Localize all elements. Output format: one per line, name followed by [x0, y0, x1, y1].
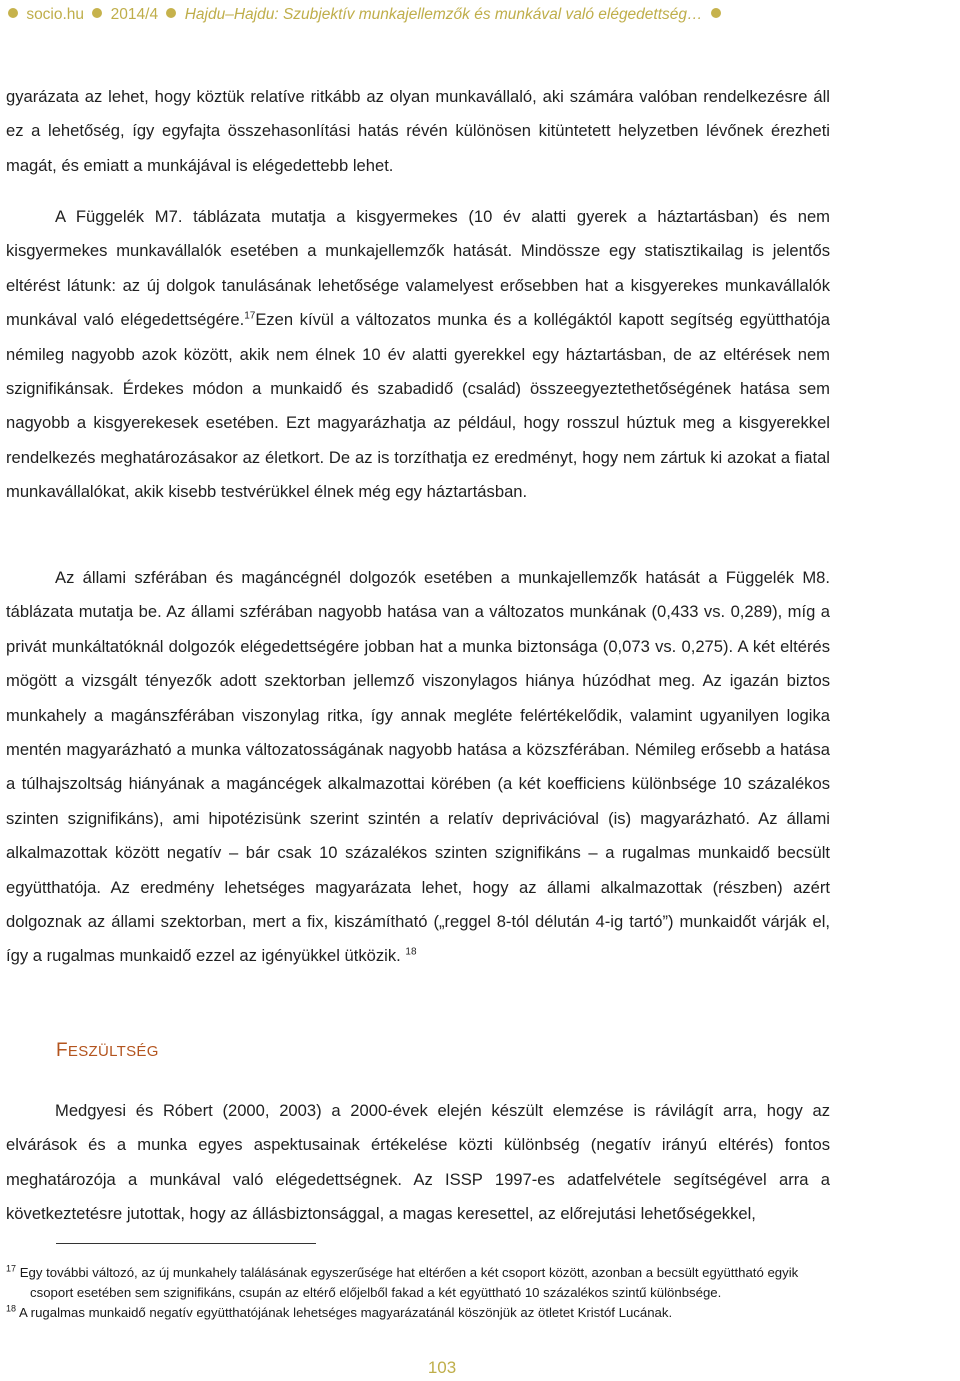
- footnote-18: [6, 1303, 826, 1323]
- footnote-ref-17[interactable]: 17: [244, 310, 256, 322]
- section-heading: [56, 1040, 159, 1062]
- paragraph-3-text: Az állami szférában és magáncégnél dolgozók esetében a munkajellemzők hatását a Függelék M8. táblázata mutatja be. Az állami szférában nagyobb hatása van a változatos munkának (0,433 vs. 0,289), míg a privát munkáltatóknál dolgozók elégedettségére jobban hat a munka biztonsága (0,073 vs. 0,275). A két eltérés mögött a vizsgált tényezők adott szektorban jellemző viszonylagos hiánya húzódhat meg. Az igazán biztos munkahely a magánszférában viszonylag ritka, így annak megléte felértékelődik, valamint ugyanilyen logika mentén magyarázható a munka változatosságának nagyobb hatása a közszférában. Némileg erősebb a hatása a túlhajszoltság hiányának a magáncégek alkalmazottai körében (a két koefficiens különbsége 10 százalékos szinten szignifikáns), ami hipotézisünk szerint szintén a relatív deprivációval (is) magyarázható. Az állami alkalmazottak között negatív – bár csak 10 százalékos szinten szignifikáns – a rugalmas munkaidő becsült együtthatója. Az eredmény lehetséges magyarázata lehet, hogy az állami alkalmazottak (részben) azért dolgoznak az állami szektorban, mert a fix, kiszámítható („reggel 8-tól délután 4-ig tartó”) munkaidőt várják el, így a rugalmas munkaidő ezzel az igényükkel ütközik.: [6, 568, 830, 966]
- header-site: socio.hu: [26, 6, 85, 23]
- footnotes: [6, 1263, 826, 1323]
- section-heading-first-letter: F: [56, 1040, 68, 1061]
- footnote-18-text: A rugalmas munkaidő negatív együtthatójának lehetséges magyarázatánál köszönjük az ötletet Kristóf Lucának.: [18, 1305, 673, 1320]
- paragraph-2-text-a: A Függelék M7. táblázata mutatja a kisgyermekes (10 év alatti gyerek a háztartásban) és nem kisgyermekes munkavállalók esetében a munkajellemzők hatását. Mindössze egy statisztikailag is jelentős eltérést látunk: az új dolgok tanulásának lehetősége valamelyest erősebben hat a kisgyerekes munkavállalók munkával való elégedettségére.: [6, 207, 830, 330]
- paragraph-1: [6, 80, 830, 183]
- paragraph-3: [6, 561, 830, 974]
- footnote-17-text: Egy további változó, az új munkahely találásának egyszerűsége hat eltérően a két csoport között, azonban a becsült együttható egyik csoport esetében sem szignifikáns, csupán az eltérő előjelből fakad a két együttható 10 százalékos szintű különbsége.: [19, 1265, 799, 1300]
- running-header: [0, 0, 960, 30]
- bullet-icon: [8, 8, 18, 18]
- footnote-ref-18[interactable]: 18: [405, 946, 417, 958]
- paragraph-2-text-b: Ezen kívül a változatos munka és a kollégáktól kapott segítség együtthatója némileg nagyobb azok között, akik nem élnek 10 év alatti gyerekkel egy háztartásban, de az eltérések nem szignifikánsak. Érdekes módon a munkaidő és szabadidő (család) összeegyeztethetőségének hatása sem nagyobb a kisgyerekesek esetében. Ezt magyarázhatja az például, hogy rosszul húztuk meg a kisgyerekkel rendelkezés meghatározásakor az életkort. De az is torzíthatja ez eredményt, hogy nem zártuk ki azokat a fiatal munkavállalókat, akik kisebb testvérükkel élnek még egy háztartásban.: [6, 310, 830, 502]
- footnote-separator: [56, 1243, 316, 1244]
- bullet-icon: [92, 8, 102, 18]
- page-number: 103: [427, 1358, 457, 1377]
- header-article-title: Hajdu–Hajdu: Szubjektív munkajellemzők és munkával való elégedettség…: [184, 6, 703, 23]
- section-heading-rest: ESZÜLTSÉG: [67, 1043, 159, 1060]
- paragraph-4-text: Medgyesi és Róbert (2000, 2003) a 2000-évek elején készült elemzése is rávilágít arra, hogy az elvárások és a munka egyes aspektusainak értékelése közti különbség (negatív irányú eltérés) fontos meghatározója a munkával való elégedettségnek. Az ISSP 1997-es adatfelvétele segítségével arra a következtetésre jutottak, hogy az állásbiztonsággal, a magas keresettel, az előrejutási lehetőségekkel,: [6, 1101, 830, 1224]
- footnote-17-number: 17: [6, 1263, 17, 1274]
- paragraph-2: [6, 200, 830, 510]
- footnote-18-number: 18: [6, 1303, 17, 1314]
- footnote-17: [6, 1263, 826, 1303]
- header-issue: 2014/4: [110, 6, 159, 23]
- paragraph-1-text: gyarázata az lehet, hogy köztük relatíve ritkább az olyan munkavállaló, aki számára valóban rendelkezésre áll ez a lehetőség, így egyfajta összehasonlítási hatás révén különösen kitüntetett helyzetben lévőnek érezheti magát, és emiatt a munkájával is elégedettebb lehet.: [6, 87, 830, 175]
- bullet-icon: [166, 8, 176, 18]
- paragraph-4: [6, 1094, 830, 1232]
- bullet-icon: [711, 8, 721, 18]
